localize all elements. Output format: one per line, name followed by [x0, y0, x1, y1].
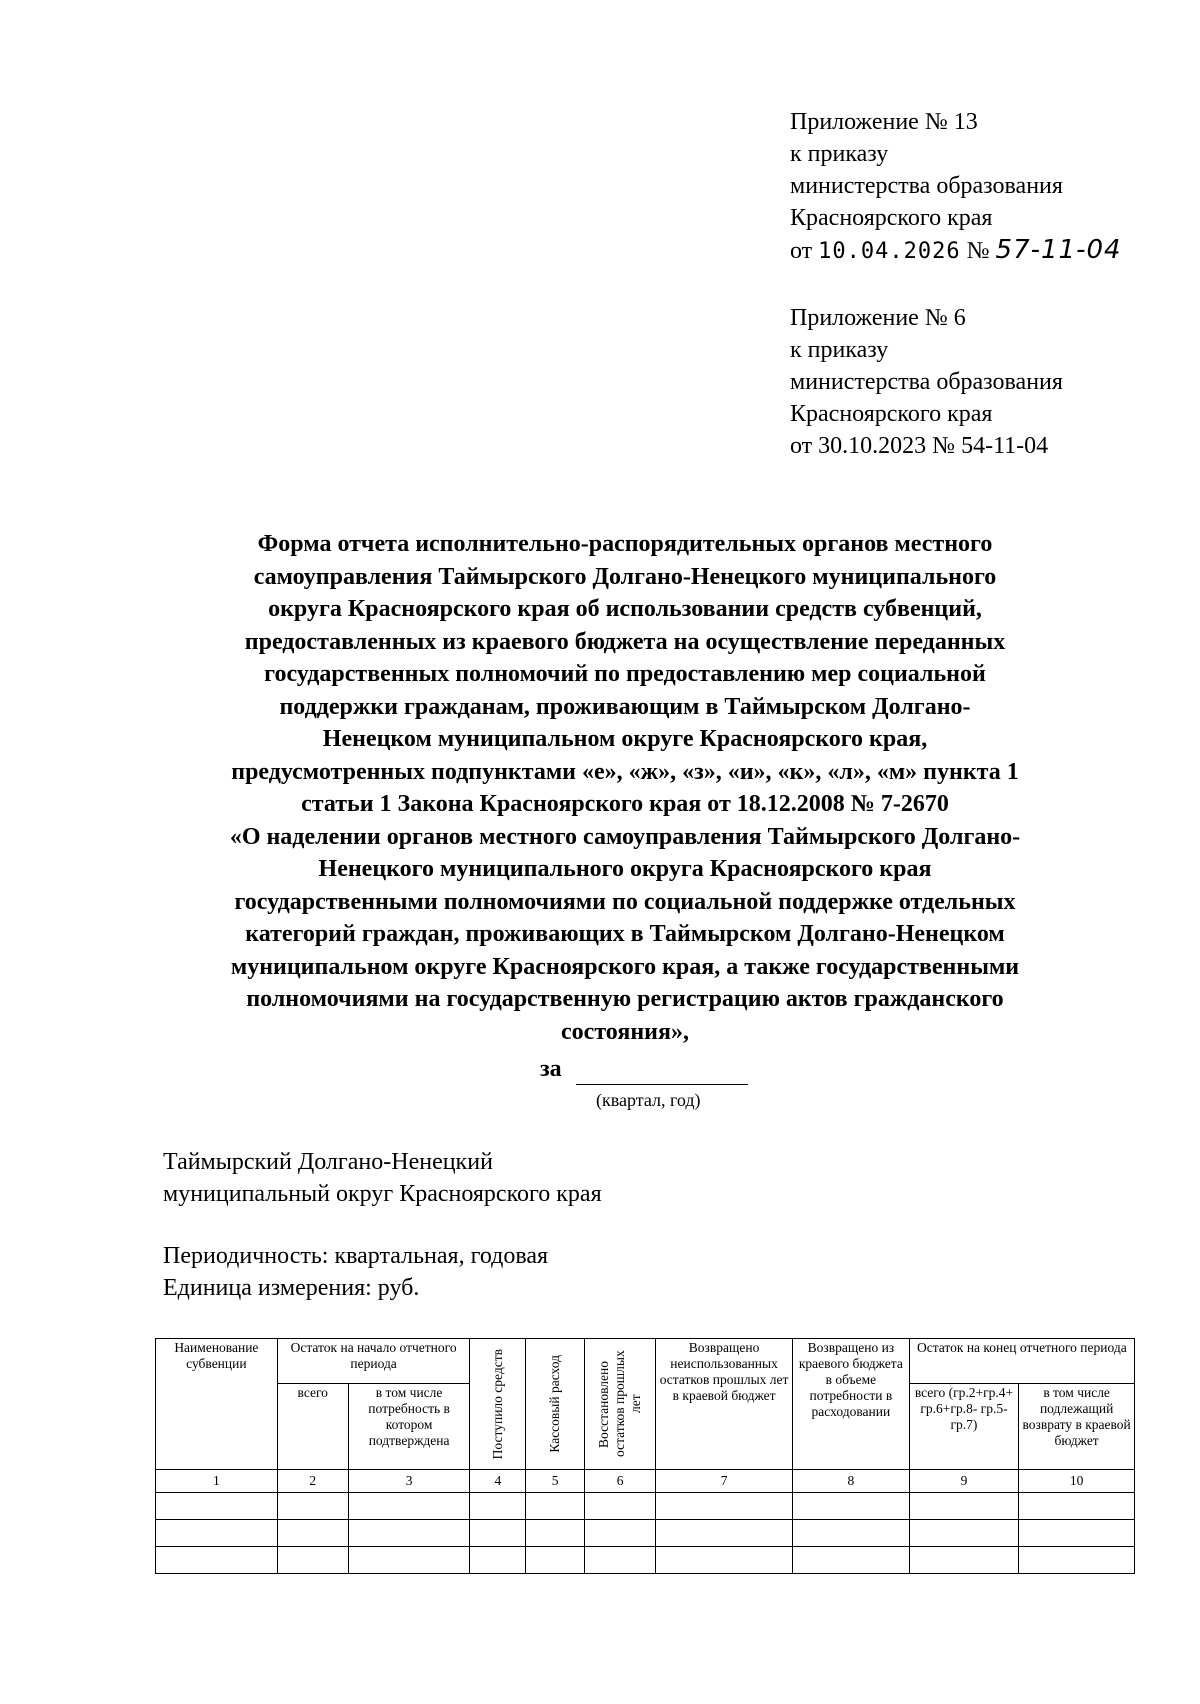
- table-cell[interactable]: [526, 1520, 585, 1547]
- region-name: [163, 1146, 602, 1210]
- title-line: Ненецкого муниципального округа Красноярского края: [318, 856, 932, 882]
- title-line: полномочиями на государственную регистрацию актов гражданского: [246, 986, 1004, 1012]
- period-caption: (квартал, год): [596, 1090, 701, 1110]
- header-received: [470, 1339, 526, 1470]
- table-row: [156, 1547, 1135, 1574]
- table-cell[interactable]: [656, 1520, 793, 1547]
- table-cell[interactable]: [526, 1547, 585, 1574]
- appendix-6-title: Приложение № 6: [790, 305, 966, 331]
- period-prefix: за: [540, 1056, 562, 1082]
- column-number: 10: [1019, 1470, 1135, 1493]
- header-balance-end-total: всего (гр.2+гр.4+ гр.6+гр.8- гр.5-гр.7): [909, 1383, 1019, 1469]
- header-balance-start: Остаток на начало отчетного периода: [277, 1339, 470, 1384]
- table-cell[interactable]: [348, 1547, 470, 1574]
- header-row-1: [156, 1339, 1135, 1384]
- table-cell[interactable]: [156, 1520, 278, 1547]
- header-balance-start-total: всего: [277, 1383, 348, 1469]
- table-cell[interactable]: [470, 1547, 526, 1574]
- table-cell[interactable]: [277, 1520, 348, 1547]
- header-returned-from-regional: Возвращено из краевого бюджета в объеме потребности в расходовании: [793, 1339, 910, 1470]
- table-cell[interactable]: [277, 1493, 348, 1520]
- table-cell[interactable]: [909, 1547, 1019, 1574]
- column-number: 7: [656, 1470, 793, 1493]
- appendix-13-block: [790, 106, 1170, 268]
- table-cell[interactable]: [1019, 1520, 1135, 1547]
- column-number: 2: [277, 1470, 348, 1493]
- unit-of-measure: Единица измерения: руб.: [163, 1275, 420, 1301]
- column-number: 1: [156, 1470, 278, 1493]
- header-restored: [585, 1339, 656, 1470]
- table-cell[interactable]: [656, 1493, 793, 1520]
- title-line: государственными полномочиями по социальной поддержке отдельных: [234, 888, 1016, 915]
- header-received-label: Поступило средств: [489, 1348, 505, 1460]
- header-balance-start-confirmed: в том числе потребность в котором подтверждена: [348, 1383, 470, 1469]
- table-cell[interactable]: [470, 1493, 526, 1520]
- header-returned-unused: Возвращено неиспользованных остатков прошлых лет в краевой бюджет: [656, 1339, 793, 1470]
- region-line-2: муниципальный округ Красноярского края: [163, 1181, 602, 1207]
- table-cell[interactable]: [526, 1493, 585, 1520]
- table-cell[interactable]: [585, 1493, 656, 1520]
- table-cell[interactable]: [277, 1547, 348, 1574]
- table-cell[interactable]: [1019, 1493, 1135, 1520]
- table-cell[interactable]: [585, 1520, 656, 1547]
- header-balance-end: Остаток на конец отчетного периода: [909, 1339, 1134, 1384]
- table-cell[interactable]: [656, 1547, 793, 1574]
- appendix-13-region: Красноярского края: [790, 205, 993, 231]
- title-line: Форма отчета исполнительно-распорядительных органов местного: [257, 531, 993, 557]
- title-line: «О наделении органов местного самоуправления Таймырского Долгано-: [229, 823, 1021, 850]
- table-cell[interactable]: [156, 1547, 278, 1574]
- table-cell[interactable]: [909, 1493, 1019, 1520]
- period-field: [540, 1056, 760, 1116]
- title-line: самоуправления Таймырского Долгано-Ненецкого муниципального: [253, 563, 997, 590]
- period-blank-line[interactable]: [576, 1084, 748, 1085]
- column-number: 3: [348, 1470, 470, 1493]
- title-line: предоставленных из краевого бюджета на осуществление переданных: [244, 628, 1006, 655]
- appendix-13-title: Приложение № 13: [790, 109, 978, 135]
- region-line-1: Таймырский Долгано-Ненецкий: [163, 1149, 493, 1175]
- appendix-6-region: Красноярского края: [790, 401, 993, 427]
- appendix-13-date-line: [790, 234, 1170, 268]
- appendix-13-order: к приказу: [790, 141, 889, 167]
- table-cell[interactable]: [348, 1493, 470, 1520]
- form-title: [150, 528, 1100, 1048]
- appendix-6-order: к приказу: [790, 337, 889, 363]
- header-cash-expense: [526, 1339, 585, 1470]
- table-cell[interactable]: [1019, 1547, 1135, 1574]
- header-balance-end-return: в том числе подлежащий возврату в краевой бюджет: [1019, 1383, 1135, 1469]
- table-cell[interactable]: [470, 1520, 526, 1547]
- column-numbers-row: [156, 1470, 1135, 1493]
- periodicity: Периодичность: квартальная, годовая: [163, 1243, 549, 1269]
- appendix-6-block: [790, 302, 1170, 462]
- table-cell[interactable]: [348, 1520, 470, 1547]
- title-line: муниципальном округе Красноярского края, а также государственными: [230, 953, 1020, 980]
- appendix-6-date-number: от 30.10.2023 № 54-11-04: [790, 433, 1049, 459]
- table-row: [156, 1493, 1135, 1520]
- table-cell[interactable]: [793, 1520, 910, 1547]
- table-row: [156, 1520, 1135, 1547]
- title-line: состояния»,: [561, 1018, 689, 1045]
- appendix-6-ministry: министерства образования: [790, 369, 1063, 395]
- appendix-13-ministry: министерства образования: [790, 173, 1063, 199]
- title-line: предусмотренных подпунктами «е», «ж», «з», «и», «к», «л», «м» пункта 1: [231, 758, 1019, 785]
- title-line: государственных полномочий по предоставлению мер социальной: [264, 661, 986, 687]
- report-meta: [163, 1240, 548, 1304]
- title-line: Ненецком муниципальном округе Красноярского края,: [322, 726, 928, 752]
- table-cell[interactable]: [156, 1493, 278, 1520]
- column-number: 9: [909, 1470, 1019, 1493]
- header-cash-expense-label: Кассовый расход: [547, 1355, 563, 1453]
- table-cell[interactable]: [585, 1547, 656, 1574]
- column-number: 5: [526, 1470, 585, 1493]
- appendix-13-number: 57-11-04: [995, 235, 1122, 265]
- title-line: статьи 1 Закона Красноярского края от 18.12.2008 № 7-2670: [301, 791, 949, 817]
- table-cell[interactable]: [793, 1547, 910, 1574]
- table-cell[interactable]: [909, 1520, 1019, 1547]
- title-line: категорий граждан, проживающих в Таймырском Долгано-Ненецком: [245, 921, 1005, 947]
- column-number: 8: [793, 1470, 910, 1493]
- appendix-13-date-prefix: от: [790, 238, 813, 264]
- title-line: поддержки гражданам, проживающим в Таймырском Долгано-: [279, 693, 971, 720]
- column-number: 4: [470, 1470, 526, 1493]
- appendix-13-date: 10.04.2026: [818, 239, 961, 264]
- title-line: округа Красноярского края об использовании средств субвенций,: [268, 596, 982, 622]
- header-name: Наименование субвенции: [156, 1339, 278, 1470]
- column-number: 6: [585, 1470, 656, 1493]
- appendix-13-number-prefix: №: [966, 238, 990, 264]
- report-table: [155, 1338, 1135, 1574]
- table-cell[interactable]: [793, 1493, 910, 1520]
- header-restored-label: Восстановлено остатков прошлых лет: [596, 1350, 644, 1458]
